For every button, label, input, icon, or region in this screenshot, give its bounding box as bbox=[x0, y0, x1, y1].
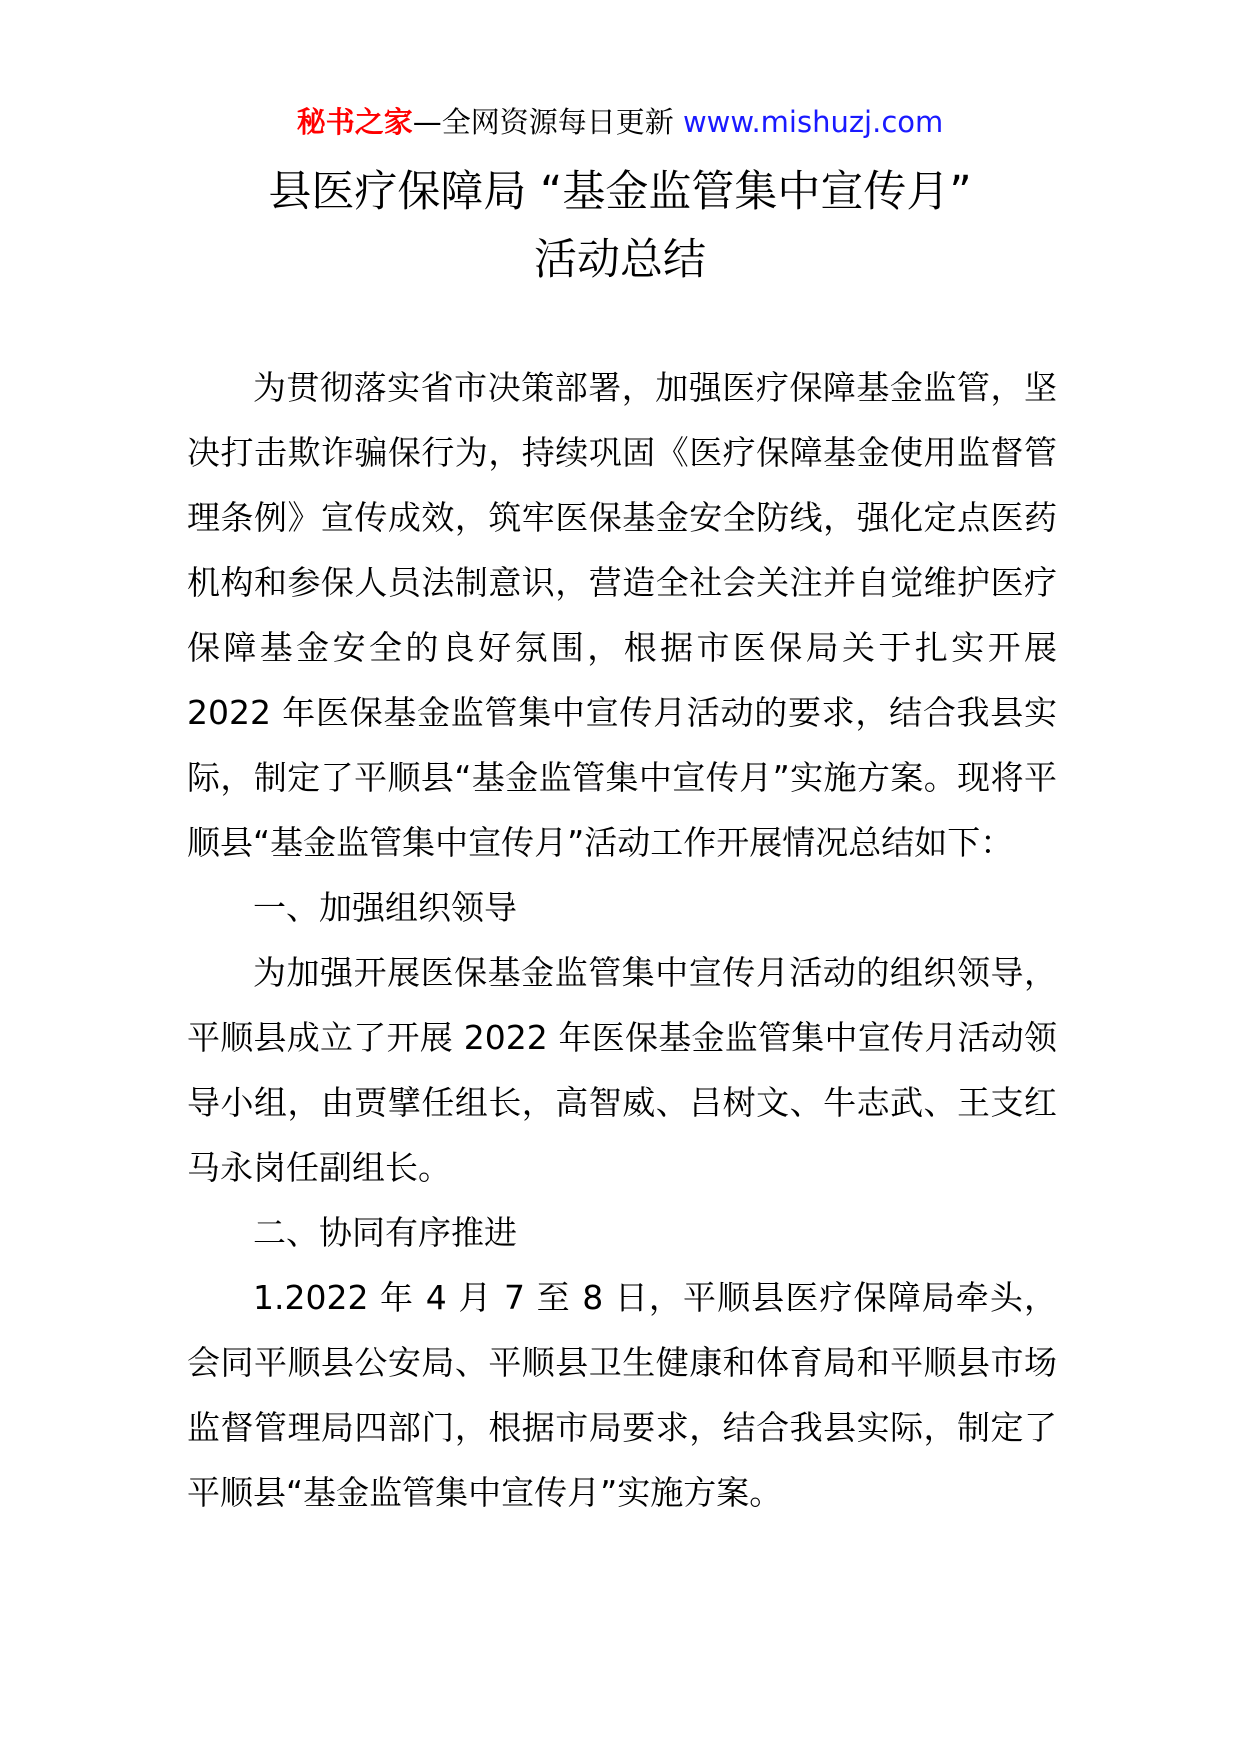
intro-paragraph: 为贯彻落实省市决策部署，加强医疗保障基金监管，坚决打击欺诈骗保行为，持续巩固《医疗保障基金使用监督管理条例》宣传成效，筑牢医保基金安全防线，强化定点医药机构和参保人员法制意识，营造全社会关注并自觉维护医疗保障基金安全的良好氛围，根据市医保局关于扎实开展 2022 年医保基金监管集中宣传月活动的要求，结合我县实际，制定了平顺县“基金监管集中宣传月”实施方案。现将平顺县“基金监管集中宣传月”活动工作开展情况总结如下： bbox=[187, 368, 1057, 862]
header-tagline: —全网资源每日更新 bbox=[412, 105, 674, 139]
document-body bbox=[187, 355, 1090, 1525]
section-1-paragraph: 为加强开展医保基金监管集中宣传月活动的组织领导，平顺县成立了开展 2022 年医保基金监管集中宣传月活动领导小组，由贾擘任组长，高智威、吕树文、牛志武、王支红 马永岗任副组长。 bbox=[187, 953, 1090, 1187]
site-url-link[interactable]: www.mishuzj.com bbox=[682, 105, 944, 139]
section-heading-2: 二、协同有序推进 bbox=[253, 1213, 517, 1252]
site-header bbox=[0, 100, 1240, 144]
page-title: 县医疗保障局 “基金监管集中宣传月” bbox=[268, 167, 972, 217]
page-subtitle: 活动总结 bbox=[534, 235, 706, 285]
section-heading-1: 一、加强组织领导 bbox=[253, 888, 517, 927]
section-2-paragraph: 1.2022 年 4 月 7 至 8 日，平顺县医疗保障局牵头，会同平顺县公安局、平顺县卫生健康和体育局和平顺县市场监督管理局四部门，根据市局要求，结合我县实际，制定了平顺县“基金监管集中宣传月”实施方案。 bbox=[187, 1278, 1057, 1512]
brand-name: 秘书之家 bbox=[296, 105, 413, 139]
